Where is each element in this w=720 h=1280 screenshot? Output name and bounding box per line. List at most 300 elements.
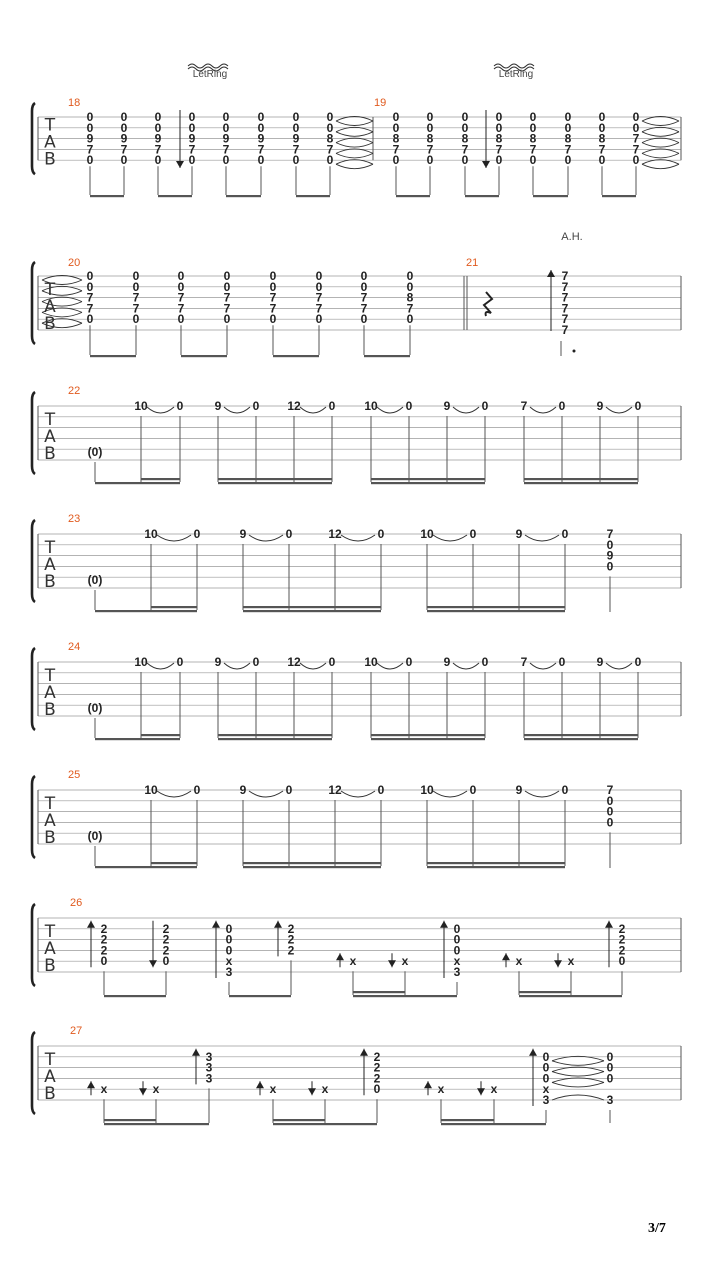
tab-clef-letter: A [44,427,56,447]
system-bracket [32,103,35,174]
fret-number: 0 [328,655,336,669]
fret-number: 0 [529,153,537,168]
beam [364,355,410,357]
fret-number: 0 [315,279,323,294]
beam [151,862,197,864]
fret-number: 10 [364,399,378,413]
fret-number: 9 [257,131,265,146]
fret-number: 0 [634,399,642,413]
fret-number: 0 [561,783,569,797]
upstroke-arrow-icon [605,921,613,928]
fret-number: 0 [257,120,265,135]
fret-number: 0 [176,655,184,669]
slur-tie [606,407,632,413]
beam [441,1123,546,1125]
fret-number: 7 [120,142,128,157]
fret-number: 0 [193,527,201,541]
fret-number: 8 [495,131,503,146]
fret-number: 0 [86,279,94,294]
muted-string-x: x [401,954,409,969]
measure-number: 18 [68,97,81,109]
tab-clef-letter: A [44,811,56,831]
fret-number: 7 [520,399,528,413]
fret-number: 10 [420,783,434,797]
measure-number: 24 [68,641,81,653]
upstroke-arrow-icon [360,1049,368,1056]
slur-tie [377,663,403,669]
beam [243,866,381,868]
muted-string-x: x [269,1082,277,1097]
fret-number: 7 [406,301,414,316]
measure-number: 25 [68,769,81,781]
measure-number: 19 [374,97,387,109]
fret-number: 7 [257,142,265,157]
tab-clef-letter: T [44,1050,56,1070]
fret-number: 9 [515,527,523,541]
fret-number: 7 [154,142,162,157]
system-bracket [32,776,35,858]
beam [524,738,638,740]
fret-number: 9 [120,131,128,146]
downstroke-arrow-icon [139,1088,147,1095]
beam [104,995,166,997]
fret-number: 2 [100,921,108,936]
fret-number: 0 [360,312,368,327]
fret-number: 12 [328,527,342,541]
fret-number: 7 [223,290,231,305]
fret-number: 0 [406,312,414,327]
fret-number: 10 [134,399,148,413]
fret-number: 0 [120,120,128,135]
measure-number: 23 [68,513,81,525]
fret-number: 0 [481,655,489,669]
fret-number: 7 [188,142,196,157]
downstroke-arrow-icon [308,1088,316,1095]
fret-number: 7 [86,142,94,157]
fret-number: 0 [606,1049,614,1064]
upstroke-arrow-icon [87,1081,95,1088]
muted-string-x: x [490,1082,498,1097]
fret-number: 0 [269,312,277,327]
beam [104,1123,209,1125]
fret-number: 0 [225,932,233,947]
tab-clef-letter: B [44,444,56,464]
upstroke-arrow-icon [424,1081,432,1088]
fret-number: 0 [461,110,469,124]
fret-number: 3 [205,1049,213,1064]
fret-number: 0 [495,110,503,124]
beam [273,1119,325,1121]
fret-number: 7 [632,142,640,157]
fret-number: 0 [86,269,94,283]
fret-number: 7 [392,142,400,157]
fret-number: 0 [461,153,469,168]
fret-number: 0 [598,153,606,168]
measure-number: 21 [466,257,479,269]
downstroke-arrow-icon [388,960,396,967]
fret-number: 0 [328,399,336,413]
fret-number: 0 [606,804,614,819]
fret-number: 7 [561,301,569,316]
fret-number: 3 [205,1060,213,1075]
fret-number: 0 [315,312,323,327]
fret-number: 2 [100,932,108,947]
fret-number: 9 [239,783,247,797]
system-bracket [32,1032,35,1114]
slur-tie [530,407,556,413]
fret-number: 12 [287,655,301,669]
upstroke-arrow-icon [192,1049,200,1056]
fret-number: 0 [188,110,196,124]
fret-number: 0 [177,312,185,327]
slur-tie [147,407,174,413]
fret-number: 0 [360,279,368,294]
fret-number: 0 [406,269,414,283]
tab-clef-letter: A [44,683,56,703]
fret-number: 0 [405,399,413,413]
fret-number: 0 [188,120,196,135]
tab-clef-letter: B [44,572,56,592]
fret-number: 9 [214,655,222,669]
muted-string-x: x [437,1082,445,1097]
slur-tie [341,791,375,797]
beam [371,734,485,736]
fret-number: 0 [606,815,614,830]
fret-number: 0 [564,110,572,124]
quarter-rest-icon [484,292,492,316]
tab-clef-letter: A [44,132,56,153]
fret-number: 8 [426,131,434,146]
fret-number: 0 [222,110,230,124]
fret-number: 7 [292,142,300,157]
fret-number: 0 [632,120,640,135]
fret-number: 7 [326,142,334,157]
system-bracket [32,648,35,730]
fret-number: 0 [542,1049,550,1064]
downstroke-arrow-icon [149,960,157,967]
fret-number: 0 [326,120,334,135]
fret-number: 0 [558,655,566,669]
fret-number: 3 [606,1093,614,1107]
beam [141,478,180,480]
measure-number: 27 [70,1025,83,1037]
fret-number: 3 [542,1093,550,1107]
fret-number: 0 [177,269,185,283]
fret-number: 0 [426,120,434,135]
fret-number: 7 [561,269,569,283]
fret-number: 7 [461,142,469,157]
upstroke-arrow-icon [547,270,555,277]
fret-number: 0 [558,399,566,413]
fret-number: 7 [86,290,94,305]
upstroke-arrow-icon [502,953,510,960]
slur-tie [224,407,250,413]
fret-number: 0 [426,153,434,168]
beam [427,606,565,608]
beam [226,195,261,197]
fret-number: 0 [453,921,461,936]
fret-number: 2 [373,1071,381,1086]
fret-number: 0 [481,399,489,413]
ghost-fret-number: (0) [87,829,103,843]
fret-number: 0 [453,943,461,958]
fret-number: 2 [287,921,295,936]
slur-tie [341,535,375,541]
tab-clef-letter: T [44,794,56,814]
fret-number: 10 [144,783,158,797]
slur-tie [157,535,191,541]
slur-tie [433,791,467,797]
fret-number: 0 [598,110,606,124]
slur-tie [525,535,559,541]
fret-number: 7 [529,142,537,157]
upstroke-arrow-icon [212,921,220,928]
slur-tie [249,791,283,797]
tab-clef-letter: A [44,1067,56,1087]
fret-number: 9 [443,399,451,413]
beam [602,195,636,197]
muted-string-x: x [152,1082,160,1097]
beam [218,478,332,480]
fret-number: 0 [132,269,140,283]
beam [95,866,197,868]
fret-number: 7 [222,142,230,157]
let-ring-tie [642,121,679,126]
fret-number: 7 [315,290,323,305]
tab-clef-letter: T [44,410,56,430]
fret-number: 0 [269,269,277,283]
slur-tie [453,663,479,669]
slur-tie [453,407,479,413]
system-bracket [32,262,35,344]
let-ring-label: LetRing [192,69,228,80]
beam [95,482,180,484]
let-ring-tie [336,132,373,137]
fret-number: 0 [223,269,231,283]
let-ring-tie [552,1095,604,1100]
fret-number: 7 [315,301,323,316]
let-ring-tie [336,121,373,126]
muted-string-x: x [515,954,523,969]
fret-number: 8 [406,290,414,305]
let-ring-tie [336,153,373,158]
fret-number: 2 [162,921,170,936]
fret-number: 0 [377,783,385,797]
slur-tie [433,535,467,541]
muted-string-x: x [349,954,357,969]
tab-clef-letter: B [44,1084,56,1104]
fret-number: 0 [225,943,233,958]
fret-number: 0 [120,110,128,124]
fret-number: 0 [634,655,642,669]
system-bracket [32,392,35,474]
page-number: 3/7 [648,1221,666,1236]
fret-number: 0 [392,153,400,168]
fret-number: 7 [606,527,614,541]
upstroke-arrow-icon [87,921,95,928]
beam [296,195,330,197]
beam [273,1123,377,1125]
fret-number: 2 [287,943,295,958]
fret-number: 0 [86,110,94,124]
tab-clef-letter: A [44,297,56,317]
fret-number: 9 [222,131,230,146]
beam [371,478,485,480]
let-ring-tie [552,1072,604,1077]
fret-number: 7 [132,301,140,316]
muted-string-x: x [453,954,461,969]
downstroke-arrow-icon [482,161,490,168]
fret-number: 7 [598,142,606,157]
beam [371,738,485,740]
beam [519,995,622,997]
tab-clef-letter: B [44,828,56,848]
fret-number: 7 [561,323,569,337]
tab-clef-letter: T [44,280,56,300]
fret-number: 7 [269,290,277,305]
beam [533,195,568,197]
fret-number: 2 [162,932,170,947]
fret-number: 0 [188,153,196,168]
fret-number: 9 [596,399,604,413]
measure-number: 26 [70,897,83,909]
slur-tie [300,407,326,413]
fret-number: 0 [606,537,614,552]
fret-number: 0 [154,153,162,168]
fret-number: 0 [292,120,300,135]
fret-number: 0 [495,153,503,168]
beam [158,195,192,197]
fret-number: 0 [426,110,434,124]
fret-number: 0 [469,527,477,541]
fret-number: 0 [222,120,230,135]
fret-number: 9 [154,131,162,146]
let-ring-tie [336,143,373,148]
fret-number: 0 [360,269,368,283]
fret-number: 0 [606,793,614,808]
downstroke-arrow-icon [176,161,184,168]
fret-number: 10 [420,527,434,541]
fret-number: 0 [373,1082,381,1097]
beam [353,991,405,993]
beam [141,734,180,736]
downstroke-arrow-icon [554,960,562,967]
fret-number: 0 [461,120,469,135]
fret-number: 7 [269,301,277,316]
fret-number: 0 [100,954,108,969]
slur-tie [157,791,191,797]
fret-number: 9 [188,131,196,146]
beam [427,610,565,612]
fret-number: 9 [292,131,300,146]
artificial-harmonic-label: A.H. [561,231,583,243]
beam [95,610,197,612]
fret-number: 0 [469,783,477,797]
fret-number: 0 [120,153,128,168]
fret-number: 0 [177,279,185,294]
fret-number: 0 [154,110,162,124]
fret-number: 0 [223,279,231,294]
fret-number: 0 [269,279,277,294]
fret-number: 7 [520,655,528,669]
slur-tie [525,791,559,797]
slur-tie [249,535,283,541]
fret-number: 0 [529,110,537,124]
fret-number: 0 [606,559,614,574]
upstroke-arrow-icon [336,953,344,960]
fret-number: 8 [529,131,537,146]
beam [243,610,381,612]
fret-number: 0 [598,120,606,135]
fret-number: 8 [598,131,606,146]
ghost-fret-number: (0) [87,573,103,587]
beam [181,355,227,357]
fret-number: 0 [132,312,140,327]
tab-clef-letter: T [44,115,56,136]
fret-number: 2 [618,943,626,958]
beam [524,734,638,736]
fret-number: 0 [392,120,400,135]
fret-number: 9 [515,783,523,797]
fret-number: 0 [529,120,537,135]
beam [90,355,136,357]
let-ring-tie [336,164,373,169]
fret-number: 7 [132,290,140,305]
slur-tie [530,663,556,669]
beam [273,355,319,357]
tab-clef-letter: T [44,666,56,686]
ghost-fret-number: (0) [87,445,103,459]
fret-number: 0 [405,655,413,669]
fret-number: 0 [257,110,265,124]
beam [229,995,291,997]
beam [218,734,332,736]
downstroke-arrow-icon [477,1088,485,1095]
fret-number: 0 [315,269,323,283]
beam [427,862,565,864]
fret-number: 7 [606,783,614,797]
fret-number: 7 [561,312,569,327]
fret-number: 0 [257,153,265,168]
fret-number: 2 [287,932,295,947]
fret-number: 0 [223,312,231,327]
beam [218,482,332,484]
fret-number: 0 [292,110,300,124]
measure-number: 20 [68,257,81,269]
beam [396,195,430,197]
beam [524,478,638,480]
fret-number: 0 [564,153,572,168]
system-bracket [32,904,35,986]
fret-number: 3 [205,1071,213,1086]
fret-number: 0 [606,1060,614,1075]
fret-number: 0 [225,921,233,936]
fret-number: 3 [225,965,233,979]
fret-number: 7 [561,290,569,305]
fret-number: 7 [360,301,368,316]
fret-number: 0 [606,1071,614,1086]
muted-string-x: x [542,1082,550,1097]
ghost-fret-number: (0) [87,701,103,715]
beam [353,995,457,997]
slur-tie [377,407,403,413]
fret-number: 7 [86,301,94,316]
fret-number: 0 [252,399,260,413]
tab-clef-letter: A [44,555,56,575]
fret-number: 0 [154,120,162,135]
tab-clef-letter: A [44,939,56,959]
tab-clef-letter: B [44,149,56,170]
